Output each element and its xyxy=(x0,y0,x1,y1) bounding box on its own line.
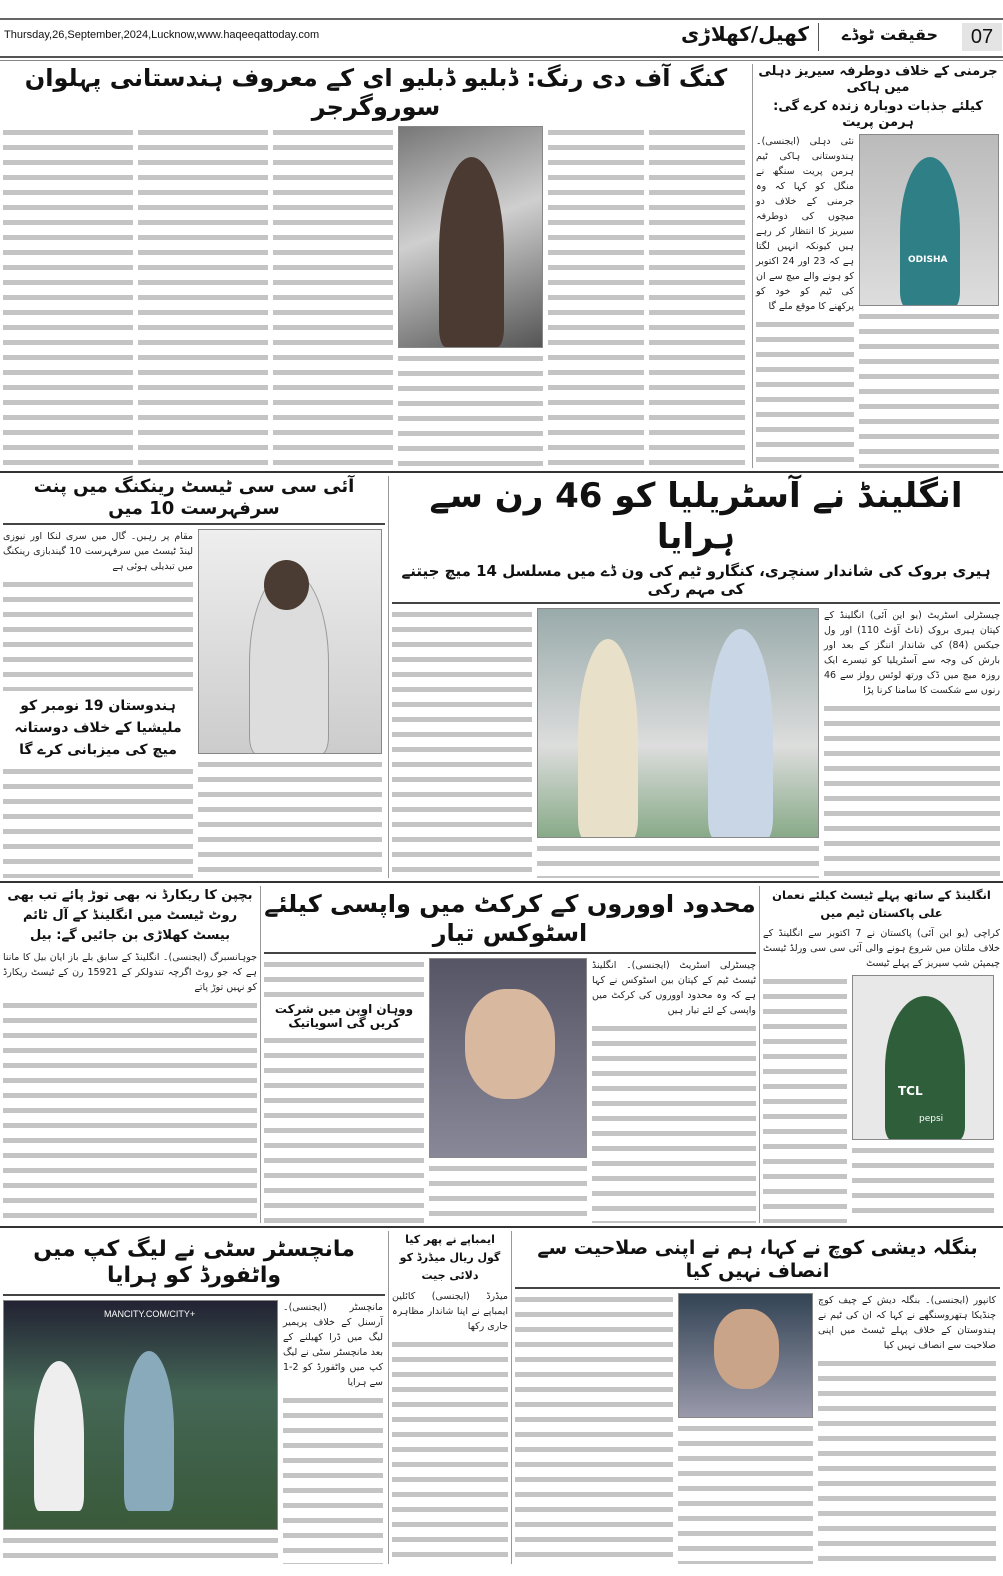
noman-photo xyxy=(852,975,994,1140)
bangladesh-lead: کانپور (ایجنسی)۔ بنگلہ دیش کے چیف کوچ چنڈیکا ہتھروسنگھے نے کہا کہ ان کی ٹیم نے ہندوستان کے خلاف پہلے ٹیسٹ میں اپنی صلاحیت سے انصاف نہیں کیا xyxy=(818,1294,996,1351)
mancity-text xyxy=(283,1394,383,1564)
pant-headline: آئی سی سی ٹیسٹ رینکنگ میں پنت سرفہرست 10 میں xyxy=(3,476,385,525)
row-2 xyxy=(0,473,1003,883)
india-malaysia-headline: ہندوستان 19 نومبر کو ملیشیا کے خلاف دوستانہ میچ کی میزبانی کرے گا xyxy=(14,698,182,759)
hockey-lead: نئی دہلی (ایجنسی)۔ ہندوستانی ہاکی ٹیم ہرمن پریت سنگھ نے منگل کو کہا کہ وہ جرمنی کے خلاف دو میچوں کی دوطرفہ سیریز کا انتظار کر رہے ہیں کیونکہ انہیں لگتا ہے کہ 23 اور 24 اکتوبر کو ہونے والے میچ سے ان کی ٹیم کو خود کو پرکھنے کا موقع ملے گا xyxy=(756,136,855,313)
stokes-lead: چیسٹرلی اسٹریٹ (ایجنسی)۔ انگلینڈ ٹیسٹ ٹیم کے کپتان بین اسٹوکس نے کہا ہے کہ وہ محدود اووروں کی کرکٹ میں واپسی کے لئے تیار ہیں xyxy=(592,959,756,1016)
root-lead: جوہانسبرگ (ایجنسی)۔ انگلینڈ کے سابق بلے باز ایان بیل کا ماننا ہے کہ جو روٹ اگرچہ تندولکر کے 15921 رن کے ٹیسٹ ریکارڈ کو نہیں توڑ پاتے xyxy=(3,952,257,993)
england-photo xyxy=(537,608,819,838)
wrestler-text-col xyxy=(548,126,644,468)
osaka-headline: ووہان اوپن میں شرکت کریں گی اسویاتیک xyxy=(274,1001,414,1030)
row-1 xyxy=(0,61,1003,473)
wrestler-text-col xyxy=(138,126,268,468)
stokes-headline: محدود اووروں کے کرکٹ میں واپسی کیلئے اسٹوکس تیار xyxy=(264,886,756,954)
stadium-board: MANCITY.COM/CITY+ xyxy=(104,1308,196,1319)
england-text xyxy=(537,842,819,878)
page-header xyxy=(0,18,1003,56)
hockey-headline-2: کیلئے جذبات دوبارہ زندہ کرے گی: ہرمن پریت xyxy=(773,99,983,130)
page-number: 07 xyxy=(962,23,1002,51)
england-subheadline: ہیری بروک کی شاندار سنچری، کنگارو ٹیم کی ون ڈے میں مسلسل 14 میچ جیتنے کی مہم رکی xyxy=(392,562,1000,604)
pant-text xyxy=(198,758,382,878)
bangladesh-article xyxy=(512,1231,1003,1564)
bangladesh-headline: بنگلہ دیشی کوچ نے کہا، ہم نے اپنی صلاحیت سے انصاف نہیں کیا xyxy=(515,1231,1000,1289)
mancity-photo xyxy=(3,1300,278,1530)
pant-article xyxy=(0,476,388,878)
india-malaysia-text xyxy=(3,765,193,878)
osaka-text xyxy=(264,1034,424,1223)
stokes-text xyxy=(429,1162,587,1223)
mancity-text xyxy=(3,1534,278,1564)
stokes-text xyxy=(264,958,424,998)
wrestler-text-col xyxy=(3,126,133,468)
bangladesh-text xyxy=(515,1293,673,1564)
pant-lead: مقام پر رہیں۔ گال میں سری لنکا اور نیوزی لینڈ ٹیسٹ میں سرفہرست 10 گیندبازی رینکنگ میں تبدیلی ہوئی ہے xyxy=(3,531,193,573)
stokes-text xyxy=(592,1022,756,1223)
england-text xyxy=(392,608,532,878)
wrestler-text-col xyxy=(649,126,745,468)
pant-photo xyxy=(198,529,382,754)
wrestler-text-col xyxy=(398,352,543,468)
england-article xyxy=(389,476,1003,878)
newspaper-logo: حقیقت ٹوڈے xyxy=(841,25,939,44)
root-article xyxy=(0,886,260,1223)
england-text xyxy=(824,702,1000,878)
stokes-article xyxy=(261,886,759,1223)
section-title: کھیل/کھلاڑی xyxy=(680,22,810,46)
england-headline: انگلینڈ نے آسٹریلیا کو 46 رن سے ہرایا xyxy=(429,476,963,557)
bangladesh-coach-photo xyxy=(678,1293,813,1418)
shirt-sponsor: TCL xyxy=(898,1084,923,1098)
hockey-photo xyxy=(859,134,999,306)
realmadrid-text xyxy=(392,1338,508,1564)
wrestler-photo xyxy=(398,126,543,348)
realmadrid-headline: ایمباپے نے پھر کیا گول ریال میڈرڈ کو دلائی جیت xyxy=(399,1233,501,1282)
separator xyxy=(818,23,819,51)
mancity-headline: مانچسٹر سٹی نے لیگ کپ میں واٹفورڈ کو ہرایا xyxy=(3,1231,385,1296)
mancity-lead: مانچسٹر (ایجنسی)۔ آرسنل کے خلاف پریمیر لیگ میں ڈرا کھیلنے کے بعد مانچسٹر سٹی نے لیگ کپ میں واٹفورڈ کو 2-1 سے ہرایا xyxy=(283,1301,383,1388)
dateline: Thursday,26,September,2024,Lucknow,www.haqeeqattoday.com xyxy=(4,29,320,41)
realmadrid-article xyxy=(389,1231,511,1564)
stokes-photo xyxy=(429,958,587,1158)
hockey-text xyxy=(756,318,854,468)
root-headline: بچپن کا ریکارڈ نہ بھی توڑ پائے تب بھی روٹ ٹیسٹ میں انگلینڈ کے آل ٹائم بیسٹ کھلاڑی بن جائیں گے: بیل xyxy=(7,888,253,943)
wrestler-headline: کنگ آف دی رنگ: ڈبلیو ڈبلیو ای کے معروف ہندستانی پہلوان سوروگرجر xyxy=(24,64,728,121)
noman-text xyxy=(852,1144,994,1223)
mancity-article xyxy=(0,1231,388,1564)
realmadrid-lead: میڈرڈ (ایجنسی) کائلین ایمباپے نے اپنا شاندار مظاہرہ جاری رکھا xyxy=(392,1291,508,1332)
wrestler-article xyxy=(0,64,752,468)
noman-article xyxy=(760,886,1003,1223)
noman-text xyxy=(763,975,847,1223)
row-4 xyxy=(0,1228,1003,1567)
bangladesh-text xyxy=(678,1422,813,1564)
hockey-article xyxy=(753,64,1003,468)
england-lead: چیسٹرلی اسٹریٹ (یو این آئی) انگلینڈ کے کپتان ہیری بروک (ناٹ آؤٹ 110) اور ول جیکس (84) کی شاندار اننگز کے بعد اور بارش کی وجہ سے آسٹریلیا کو تیسرے ایک روزہ میچ میں ڈک ورتھ لوئس رولز سے 46 رنوں سے شکست کا سامنا کرنا پڑا xyxy=(824,609,1001,696)
shirt-sponsor: pepsi xyxy=(919,1114,944,1124)
noman-lead: کراچی (یو این آئی) پاکستان نے 7 اکتوبر سے انگلینڈ کے خلاف ملتان میں شروع ہونے والی آئی سی سی ورلڈ ٹیسٹ چیمپئن شپ سیریز کے پہلے ٹیسٹ xyxy=(763,928,1000,969)
hockey-text xyxy=(859,310,999,468)
root-text xyxy=(3,999,257,1223)
shirt-sponsor: ODISHA xyxy=(908,255,948,266)
row-3 xyxy=(0,883,1003,1228)
bangladesh-text xyxy=(818,1357,996,1564)
hockey-headline-1: جرمنی کے خلاف دوطرفہ سیریز دہلی میں ہاکی xyxy=(758,64,998,95)
noman-headline: انگلینڈ کے ساتھ پہلے ٹیسٹ کیلئے نعمان علی پاکستان ٹیم میں xyxy=(772,888,991,920)
pant-text xyxy=(3,578,193,691)
wrestler-text-col xyxy=(273,126,393,468)
